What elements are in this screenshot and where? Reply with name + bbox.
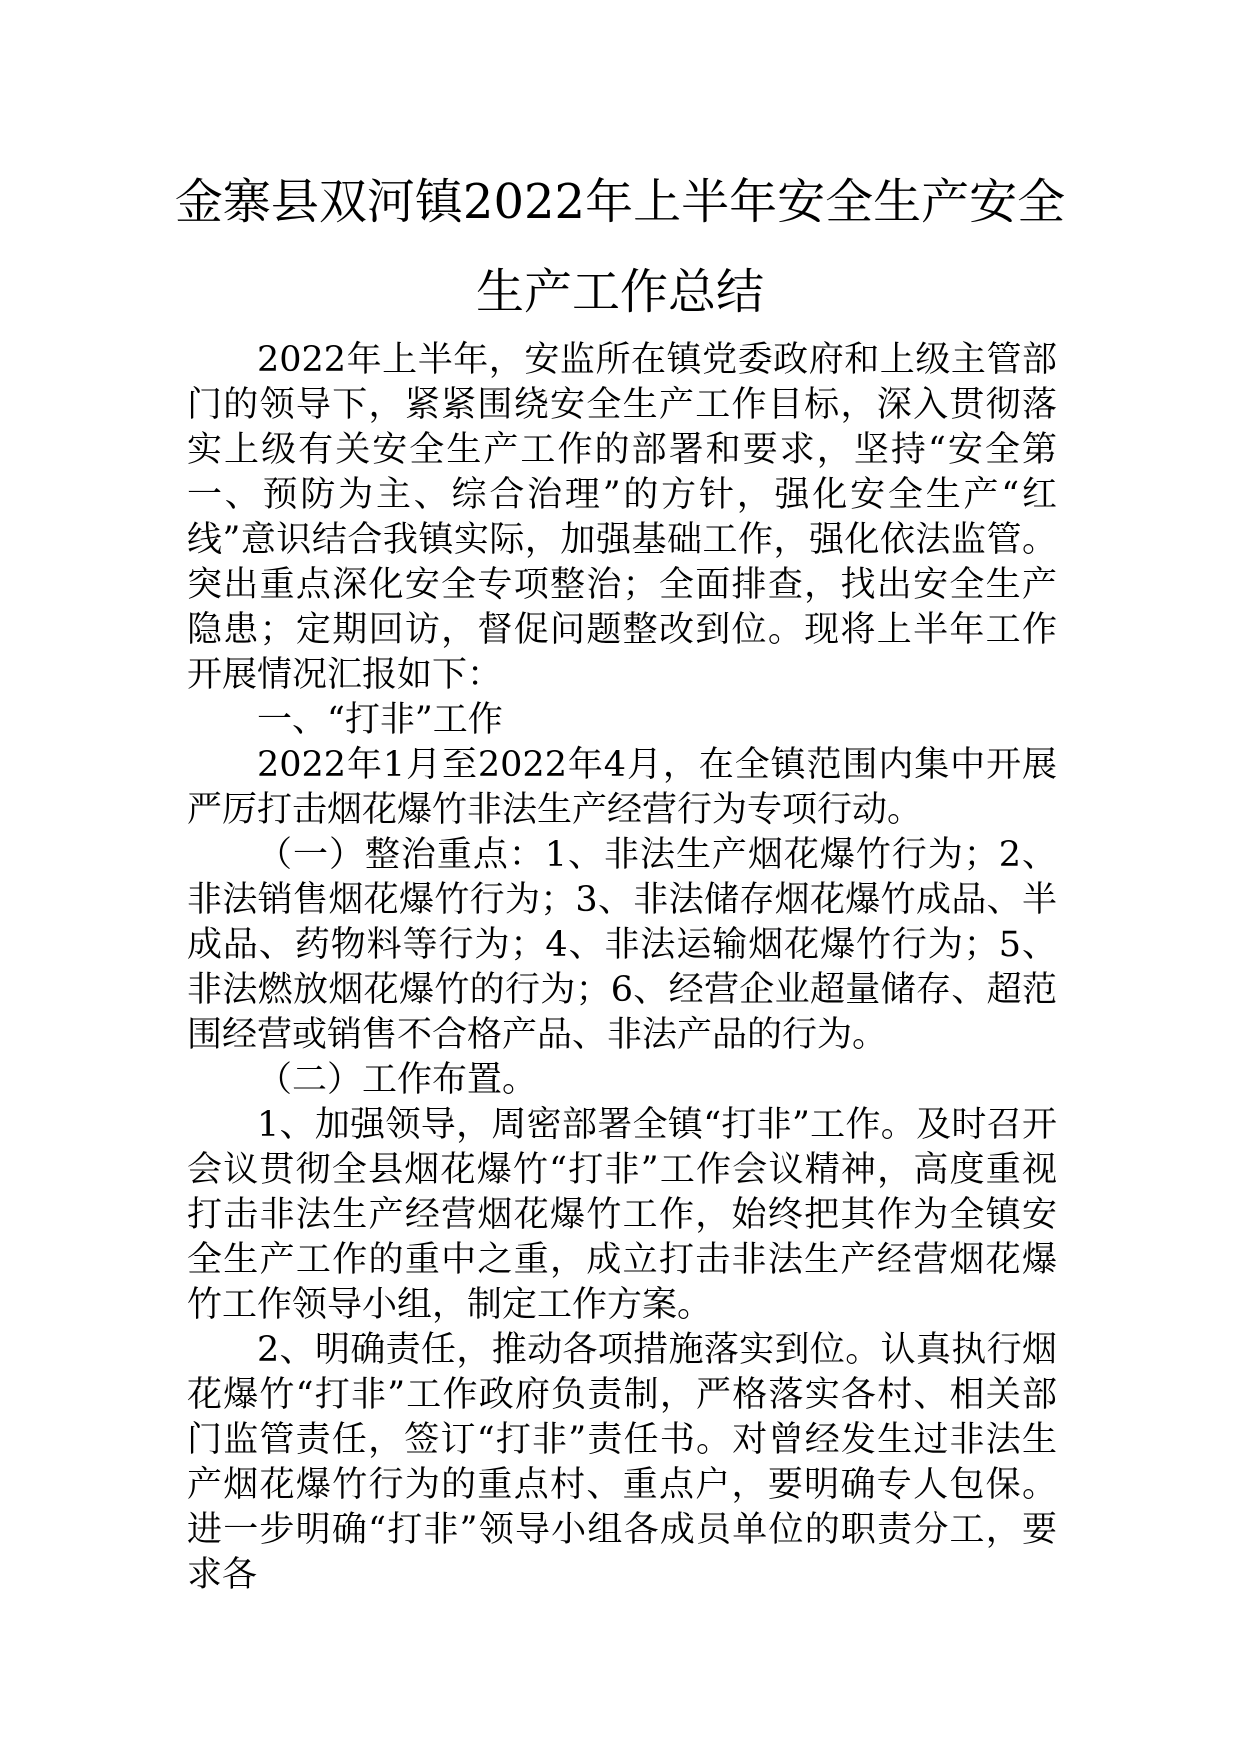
document-title-line-2: 生产工作总结: [475, 264, 764, 320]
intro-paragraph: 2022年上半年，安监所在镇党委政府和上级主管部门的领导下，紧紧围绕安全生产工作目标，深入贯彻落实上级有关安全生产工作的部署和要求，坚持“安全第一、预防为主、综合治理”的方针，强化安全生产“红线”意识结合我镇实际，加强基础工作，强化依法监管。突出重点深化安全专项整治；全面排查，找出安全生产隐患；定期回访，督促问题整改到位。现将上半年工作开展情况汇报如下：: [187, 340, 1057, 695]
section-heading-dafei: 一、“打非”工作: [257, 700, 503, 740]
document-body: [187, 338, 1057, 1598]
responsibility-paragraph: 2、明确责任，推动各项措施落实到位。认真执行烟花爆竹“打非”工作政府负责制，严格落实各村、相关部门监管责任，签订“打非”责任书。对曾经发生过非法生产烟花爆竹行为的重点村、重点户，要明确专人包保。进一步明确“打非”领导小组各成员单位的职责分工，要求各: [187, 1330, 1057, 1595]
campaign-period-paragraph: 2022年1月至2022年4月，在全镇范围内集中开展严厉打击烟花爆竹非法生产经营行为专项行动。: [187, 745, 1057, 830]
rectification-focus-paragraph: （一）整治重点：1、非法生产烟花爆竹行为；2、非法销售烟花爆竹行为；3、非法储存烟花爆竹成品、半成品、药物料等行为；4、非法运输烟花爆竹行为；5、非法燃放烟花爆竹的行为；6、经营企业超量储存、超范围经营或销售不合格产品、非法产品的行为。: [187, 835, 1057, 1055]
leadership-paragraph: 1、加强领导，周密部署全镇“打非”工作。及时召开会议贯彻全县烟花爆竹“打非”工作会议精神，高度重视打击非法生产经营烟花爆竹工作，始终把其作为全镇安全生产工作的重中之重，成立打击非法生产经营烟花爆竹工作领导小组，制定工作方案。: [187, 1105, 1057, 1325]
document-title-line-1: 金寨县双河镇2022年上半年安全生产安全: [174, 174, 1066, 230]
work-arrangement-heading: （二）工作布置。: [257, 1060, 538, 1100]
